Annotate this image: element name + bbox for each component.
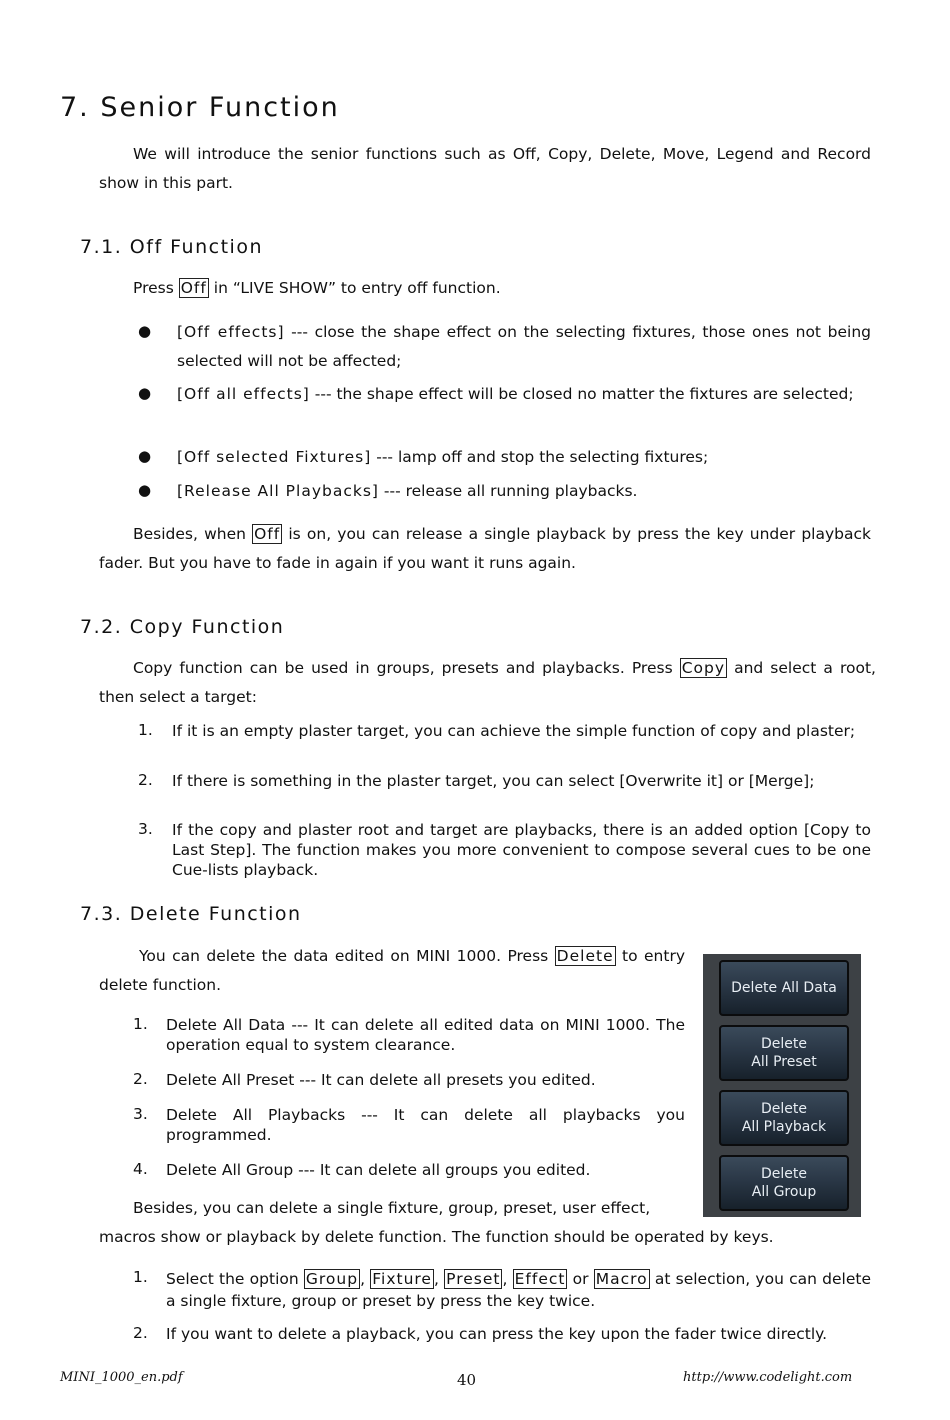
off-besides-paragraph [99, 520, 871, 578]
delete-intro-paragraph [99, 942, 685, 1000]
delete-intro-text-a: You can delete the data edited on MINI 1000. Press [139, 947, 555, 965]
delete-key-item-text-a: Select the option [166, 1270, 304, 1288]
delete-key-item-number: 1. [133, 1268, 148, 1286]
button-label: All Group [751, 1184, 817, 1200]
off-bullet-label: [Off selected Fixtures] [177, 448, 372, 466]
copy-item-text: If the copy and plaster root and target are playbacks, there is an added option [Copy to Last Step]. The function makes you more convenient to compose several cues to be one Cue-lists playback. [172, 821, 871, 879]
separator: , [360, 1270, 371, 1288]
footer-filename: MINI_1000_en.pdf [60, 1370, 183, 1385]
delete-all-preset-button [719, 1025, 849, 1081]
off-bullet-item [177, 380, 871, 409]
off-bullet-text: --- lamp off and stop the selecting fixtures; [371, 448, 709, 466]
off-key: Off [254, 525, 281, 543]
delete-key: Delete [556, 947, 614, 965]
off-bullet-text: --- release all running playbacks. [378, 482, 638, 500]
off-press-text-b: in “LIVE SHOW” to entry off function. [208, 279, 501, 297]
bullet-icon: ● [138, 447, 152, 465]
copy-intro-paragraph [99, 654, 876, 712]
off-bullet-item [177, 443, 871, 472]
off-press-text-a: Press [133, 279, 179, 297]
copy-intro-text-b: and select a root, then select a target: [99, 659, 876, 706]
separator: , [433, 1270, 445, 1288]
copy-item-text: If it is an empty plaster target, you can achieve the simple function of copy and plaster; [172, 722, 856, 740]
copy-item-text: If there is something in the plaster target, you can select [Overwrite it] or [Merge]; [172, 772, 815, 790]
bullet-icon: ● [138, 384, 152, 402]
intro-paragraph: We will introduce the senior functions such as Off, Copy, Delete, Move, Legend and Record show in this part. [99, 145, 871, 192]
bullet-icon: ● [138, 322, 152, 340]
delete-item-text: Delete All Group --- It can delete all groups you edited. [166, 1161, 591, 1179]
page-title: 7. Senior Function [60, 92, 340, 123]
copy-key: Copy [681, 659, 726, 677]
delete-intro-text-b: to entry delete function. [99, 947, 685, 994]
section-heading-copy: 7.2. Copy Function [80, 616, 285, 638]
section-heading-off: 7.1. Off Function [80, 236, 263, 258]
delete-item-text: Delete All Preset --- It can delete all presets you edited. [166, 1071, 596, 1089]
copy-item-number: 3. [138, 820, 153, 838]
group-key: Group [305, 1270, 359, 1288]
button-label: Delete [761, 1101, 807, 1117]
off-bullet-item [177, 318, 871, 376]
preset-key: Preset [446, 1270, 501, 1288]
delete-all-data-button [719, 960, 849, 1016]
off-press-line [133, 274, 501, 303]
off-bullet-label: [Release All Playbacks] [177, 482, 379, 500]
off-bullet-label: [Off all effects] [177, 385, 310, 403]
delete-item-number: 1. [133, 1015, 148, 1033]
separator: or [567, 1270, 594, 1288]
delete-item-text: Delete All Data --- It can delete all edited data on MINI 1000. The operation equal to system clearance. [166, 1016, 685, 1054]
copy-item-number: 2. [138, 771, 153, 789]
delete-besides-paragraph: macros show or playback by delete function. The function should be operated by keys. [99, 1228, 774, 1246]
separator: , [502, 1270, 513, 1288]
delete-all-playback-button [719, 1090, 849, 1146]
footer-url: http://www.codelight.com [683, 1370, 853, 1385]
delete-item-number: 2. [133, 1070, 148, 1088]
delete-item-number: 4. [133, 1160, 148, 1178]
macro-key: Macro [595, 1270, 648, 1288]
delete-key-item-text [166, 1268, 871, 1312]
bullet-icon: ● [138, 481, 152, 499]
off-bullet-item [177, 477, 871, 506]
section-heading-delete: 7.3. Delete Function [80, 903, 302, 925]
delete-all-group-button [719, 1155, 849, 1211]
off-besides-text-a: Besides, when [133, 525, 253, 543]
delete-item-text: Delete All Playbacks --- It can delete all playbacks you programmed. [166, 1106, 685, 1144]
delete-besides-line1: Besides, you can delete a single fixture, group, preset, user effect, [133, 1199, 651, 1217]
copy-intro-text-a: Copy function can be used in groups, presets and playbacks. Press [133, 659, 680, 677]
off-key: Off [180, 279, 207, 297]
button-label: All Preset [751, 1054, 817, 1070]
delete-item2-number: 2. [133, 1324, 148, 1342]
off-bullet-text: --- the shape effect will be closed no matter the fixtures are selected; [309, 385, 854, 403]
off-bullet-label: [Off effects] [177, 323, 285, 341]
effect-key: Effect [514, 1270, 566, 1288]
delete-key-item-text-b: at selection, you can delete a single fixture, group or preset by press the key twice. [166, 1270, 871, 1310]
delete-panel-image [703, 954, 861, 1217]
off-bullet-text: --- close the shape effect on the selecting fixtures, those ones not being selected will not be affected; [177, 323, 871, 370]
button-label: All Playback [741, 1119, 827, 1135]
delete-item2-text: If you want to delete a playback, you can press the key upon the fader twice directly. [166, 1325, 828, 1343]
off-besides-text-b: is on, you can release a single playback by press the key under playback fader. But you have to fade in again if you want it runs again. [99, 525, 871, 572]
button-label: Delete [761, 1036, 807, 1052]
button-label: Delete All Data [731, 980, 837, 996]
fixture-key: Fixture [372, 1270, 432, 1288]
copy-item-number: 1. [138, 721, 153, 739]
delete-item-number: 3. [133, 1105, 148, 1123]
button-label: Delete [761, 1166, 807, 1182]
page-number: 40 [457, 1371, 477, 1389]
